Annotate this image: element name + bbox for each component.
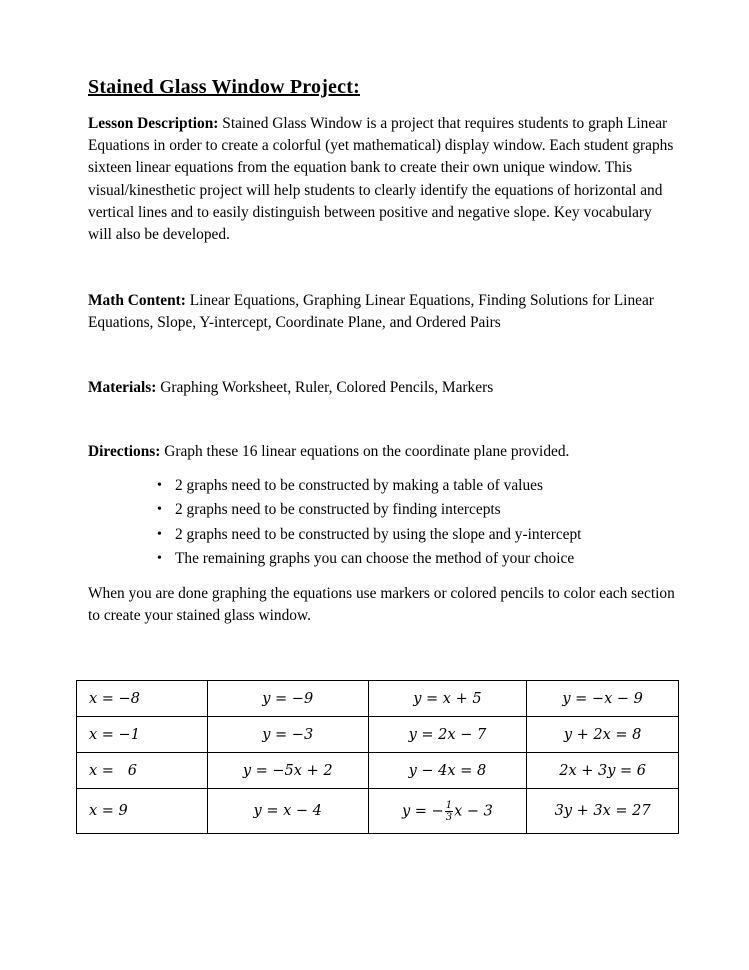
equation-cell: x = 9 <box>77 789 208 834</box>
math-content <box>88 290 678 334</box>
equation-cell: y = 2x − 7 <box>368 717 527 753</box>
equation-cell: y − 4x = 8 <box>368 753 527 789</box>
directions-text: Graph these 16 linear equations on the coordinate plane provided. <box>160 442 570 460</box>
materials-label: Materials: <box>88 378 157 396</box>
equation-cell-fraction <box>368 789 527 834</box>
equation-bank-table <box>76 680 679 834</box>
materials-text: Graphing Worksheet, Ruler, Colored Pencils, Markers <box>156 378 494 396</box>
equation-cell: y = x + 5 <box>368 681 527 717</box>
materials <box>88 377 678 399</box>
lesson-description <box>88 113 678 246</box>
directions-label: Directions: <box>88 442 161 460</box>
equation-cell: x = −8 <box>77 681 208 717</box>
fraction-numerator: 1 <box>445 799 453 811</box>
list-item: • The remaining graphs you can choose the method of your choice <box>175 547 678 571</box>
equation-prefix: y = − <box>401 803 444 819</box>
directions <box>88 441 678 463</box>
equation-cell: y = x − 4 <box>207 789 368 834</box>
equation-cell: y = −3 <box>207 717 368 753</box>
table-row <box>77 789 679 834</box>
list-item: • 2 graphs need to be constructed by finding intercepts <box>175 498 678 522</box>
equation-cell: y = −9 <box>207 681 368 717</box>
equation-cell: 2x + 3y = 6 <box>527 753 679 789</box>
equation-cell: y = −5x + 2 <box>207 753 368 789</box>
math-content-label: Math Content: <box>88 292 186 310</box>
directions-list <box>88 474 678 572</box>
fraction <box>445 800 453 823</box>
equation-cell: x = 6 <box>77 753 208 789</box>
list-item: • 2 graphs need to be constructed by using the slope and y-intercept <box>175 523 678 547</box>
fraction-denominator: 3 <box>445 811 453 823</box>
table-row <box>77 753 679 789</box>
table-row <box>77 717 679 753</box>
math-content-text: Linear Equations, Graphing Linear Equations, Finding Solutions for Linear Equations, Slope, Y-intercept, Coordinate Plane, and Ordered Pairs <box>88 292 654 332</box>
equation-cell: x = −1 <box>77 717 208 753</box>
table-row <box>77 681 679 717</box>
page-title: Stained Glass Window Project: <box>88 76 360 98</box>
equation-cell: y + 2x = 8 <box>527 717 679 753</box>
equation-cell: 3y + 3x = 27 <box>527 789 679 834</box>
lesson-description-label: Lesson Description: <box>88 115 219 132</box>
equation-cell: y = −x − 9 <box>527 681 679 717</box>
document-page <box>88 72 678 627</box>
equation-suffix: x − 3 <box>454 803 493 819</box>
list-item: • 2 graphs need to be constructed by making a table of values <box>175 474 678 498</box>
closing-paragraph: When you are done graphing the equations use markers or colored pencils to color each section to create your stained glass window. <box>88 584 675 624</box>
lesson-description-text: Stained Glass Window is a project that requires students to graph Linear Equations in order to create a colorful (yet mathematical) display window. Each student graphs sixteen linear equations from the equation bank to create their own unique window. This visual/kinesthetic project will help students to clearly identify the equations of horizontal and vertical lines and to easily distinguish between positive and negative slope. Key vocabulary will also be developed. <box>88 115 674 244</box>
